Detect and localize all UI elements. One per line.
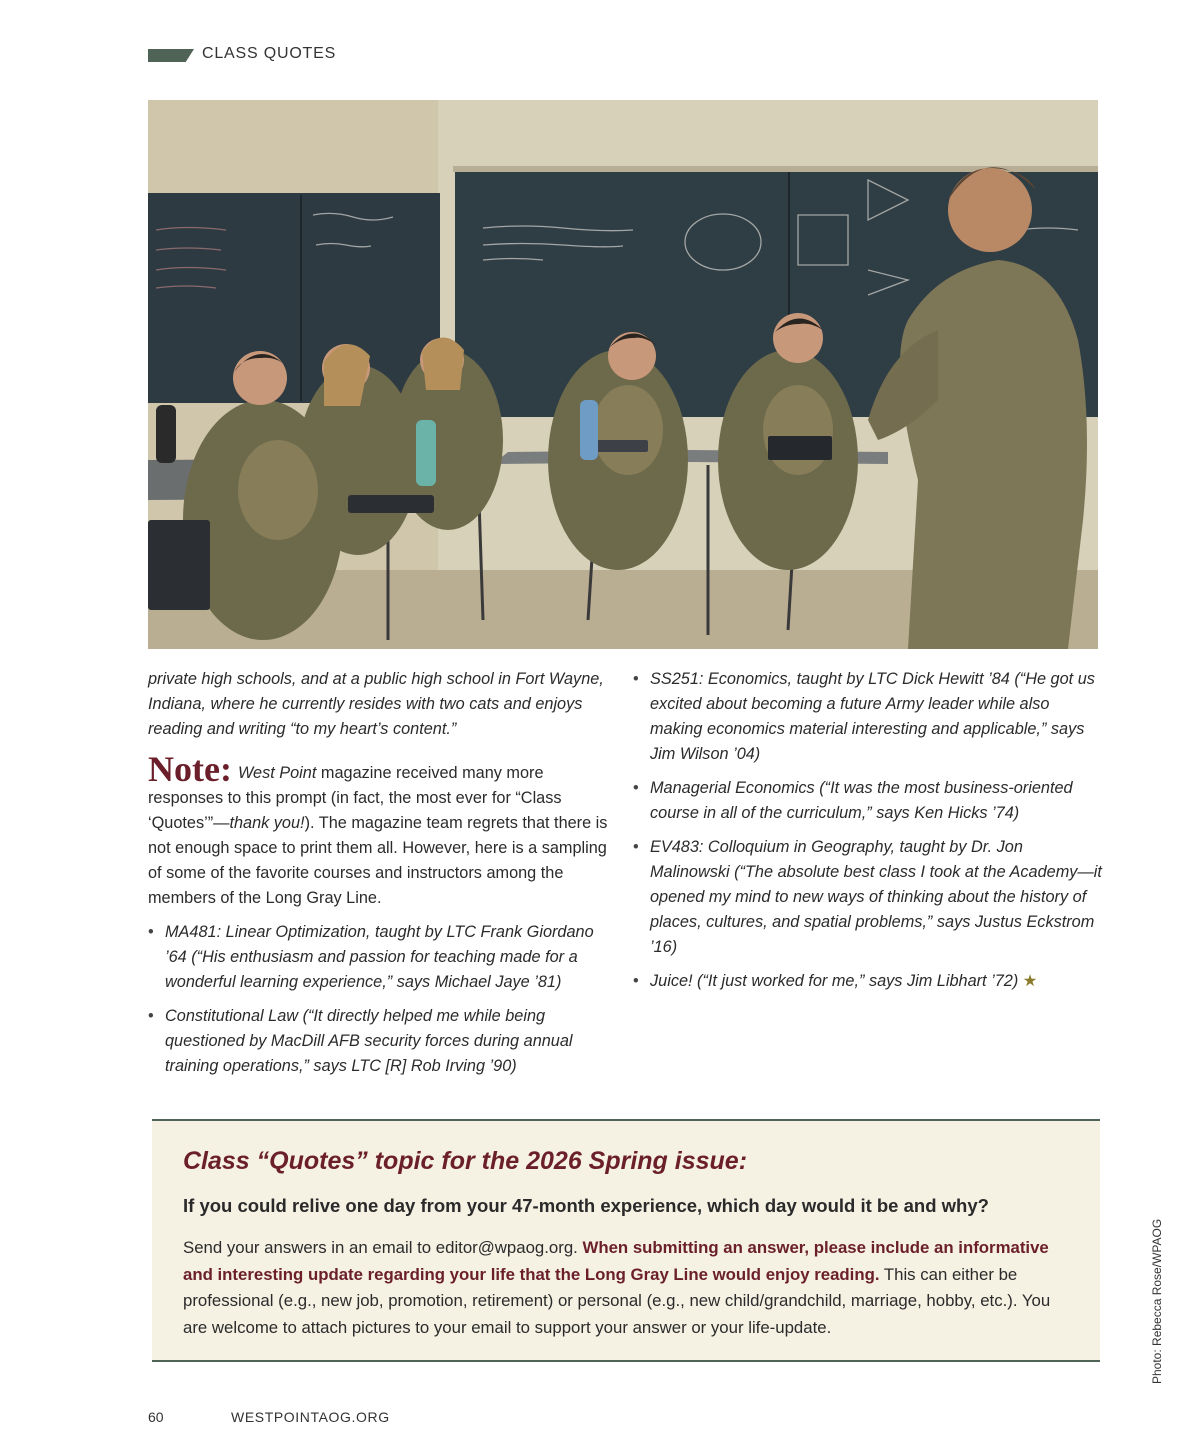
publication-name: West Point: [237, 764, 317, 782]
note-text-2: ). The magazine team regrets that there is not enough space to print them all. However, here is a sampling of some of the favorite courses and instructors among the members of the Long Gray Line.: [148, 814, 608, 907]
favorite-courses-list-right: [633, 667, 1103, 994]
next-topic-callout: [152, 1119, 1100, 1362]
left-column: [148, 667, 608, 1079]
callout-body: [183, 1235, 1068, 1341]
intro-paragraph: private high schools, and at a public high school in Fort Wayne, Indiana, where he currently resides with two cats and enjoys reading and writing “to my heart’s content.”: [148, 670, 604, 738]
note-paragraph: [148, 749, 608, 911]
list-item: • Constitutional Law (“It directly helped me while being questioned by MacDill AFB security forces during annual training operations,” says LTC [R] Rob Irving ’90): [148, 1004, 608, 1079]
page-number: 60: [148, 1409, 164, 1425]
callout-body-2: This can either be professional (e.g., new job, promotion, retirement) or personal (e.g., new child/grandchild, marriage, hobby, etc.). You are welcome to attach pictures to your email to support your answer or your life-update.: [183, 1264, 1051, 1337]
star-icon: ★: [1022, 972, 1038, 990]
section-label: CLASS QUOTES: [202, 45, 337, 62]
list-item: • MA481: Linear Optimization, taught by LTC Frank Giordano ’64 (“His enthusiasm and passion for teaching made for a wonderful learning experience,” says Michael Jaye ’81): [148, 920, 608, 995]
list-item: • Managerial Economics (“It was the most business-oriented course in all of the curriculum,” says Ken Hicks ’74): [633, 776, 1103, 826]
note-thanks: thank you!: [229, 814, 305, 832]
photo-credit: Photo: Rebecca Rose/WPAOG: [1150, 1218, 1164, 1384]
right-column: [633, 667, 1103, 994]
list-item-text: Juice! (“It just worked for me,” says Jim Libhart ’72): [650, 972, 1019, 990]
note-text-1: magazine received many more responses to this prompt (in fact, the most ever for “Class ‘Quotes’”—: [148, 764, 562, 832]
callout-body-1: Send your answers in an email to editor@wpaog.org.: [183, 1238, 583, 1257]
list-item: • EV483: Colloquium in Geography, taught by Dr. Jon Malinowski (“The absolute best class I took at the Academy—it opened my mind to new ways of thinking about the history of places, cultures, and spatial problems,” says Justus Eckstrom ’16): [633, 835, 1103, 960]
callout-emphasis: When submitting an answer, please include an informative and interesting update regarding your life that the Long Gray Line would enjoy reading.: [183, 1238, 1049, 1284]
list-item: [633, 969, 1103, 994]
list-item: • SS251: Economics, taught by LTC Dick Hewitt ’84 (“He got us excited about becoming a future Army leader while also making economics material interesting and applicable,” says Jim Wilson ’04): [633, 667, 1103, 767]
favorite-courses-list-left: [148, 920, 608, 1079]
callout-title: Class “Quotes” topic for the 2026 Spring issue:: [183, 1147, 748, 1175]
callout-question: If you could relive one day from your 47-month experience, which day would it be and why?: [183, 1195, 989, 1216]
classroom-photo: [148, 100, 1098, 649]
note-heading: Note:: [148, 749, 232, 789]
site-url: WESTPOINTAOG.ORG: [231, 1409, 390, 1425]
section-marker: [148, 49, 194, 62]
